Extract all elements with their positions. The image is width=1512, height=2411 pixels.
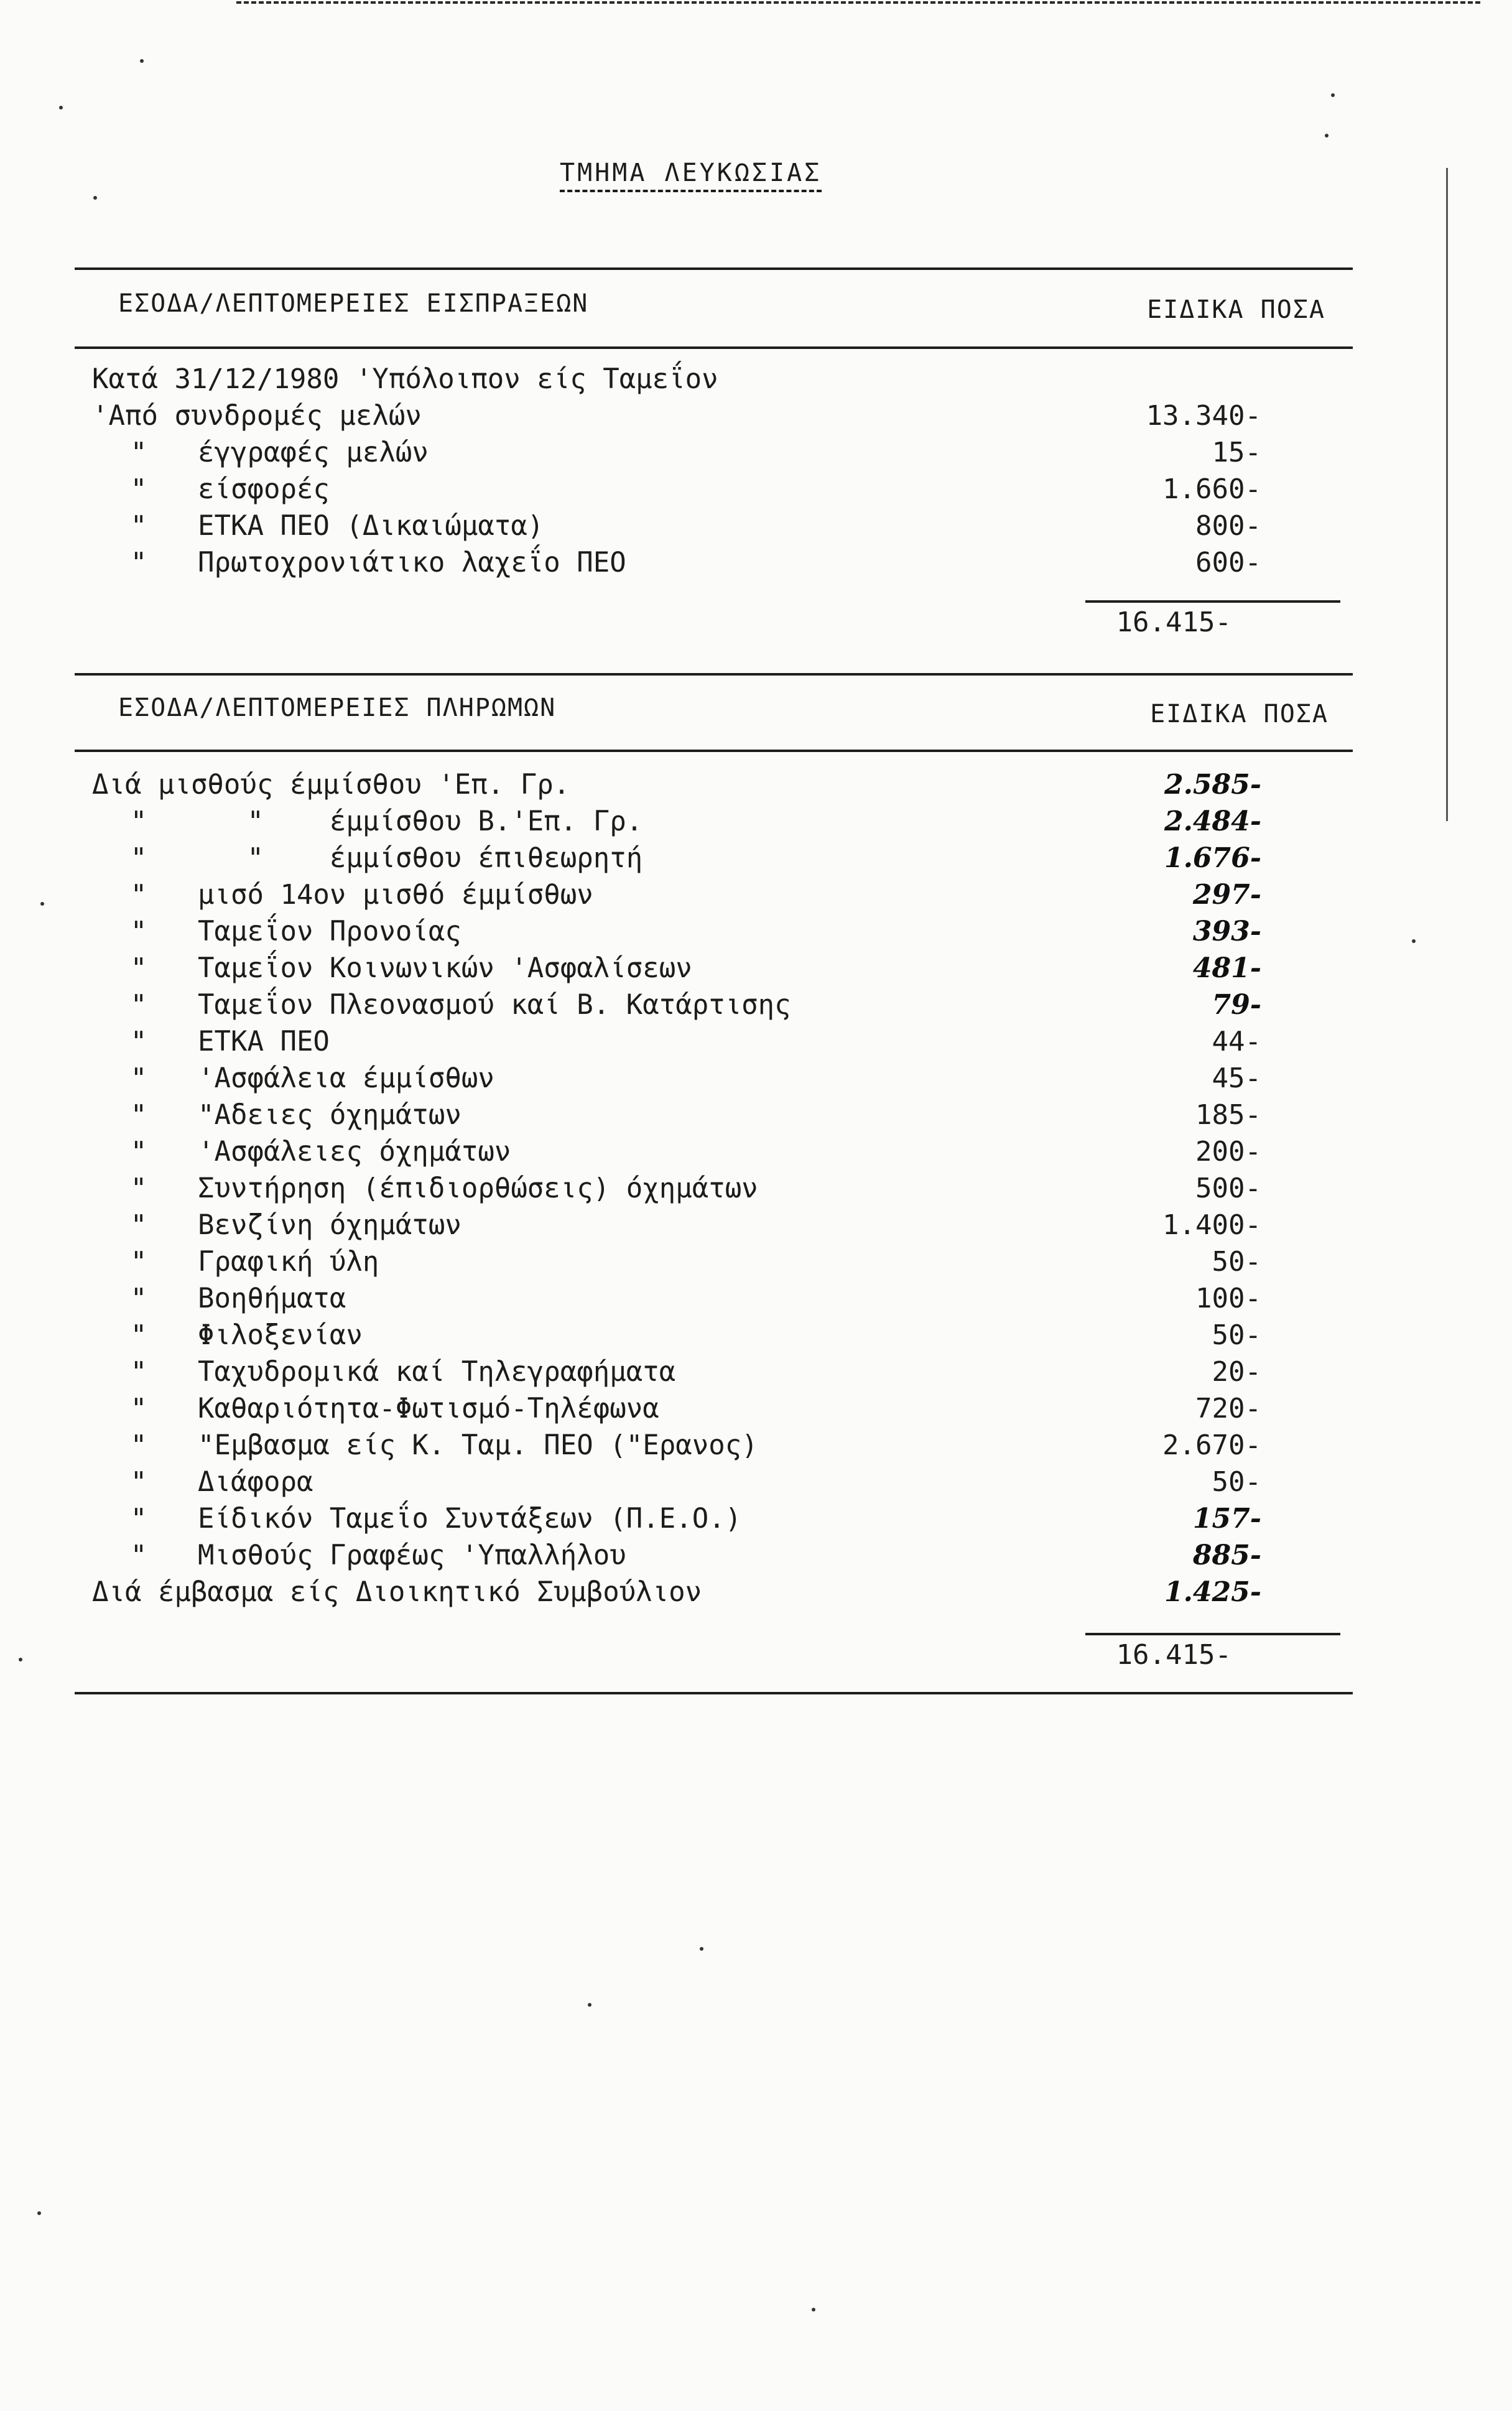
- row-label: Συντήρηση (έπιδιορθώσεις) όχημάτων: [198, 1173, 758, 1204]
- payments-list: [92, 766, 1261, 1610]
- ditto-mark: ": [130, 1173, 147, 1204]
- ditto-mark: ": [130, 1503, 147, 1535]
- ditto-mark: ": [130, 1062, 147, 1094]
- ledger-row: [92, 544, 1261, 581]
- row-amount: 297-: [1192, 879, 1261, 911]
- row-amount: 185-: [1195, 1099, 1261, 1131]
- page-title: ΤΜΗΜΑ ΛΕΥΚΩΣΙΑΣ: [560, 159, 822, 187]
- scan-speck: [19, 1658, 22, 1661]
- ditto-mark: ": [130, 1026, 147, 1057]
- row-label: " έμμίσθου έπιθεωρητή: [198, 842, 643, 874]
- row-label: μισό 14ον μισθό έμμίσθων: [198, 879, 593, 911]
- row-amount: 79-: [1212, 989, 1261, 1021]
- ledger-row: [92, 508, 1261, 544]
- ledger-row: [92, 950, 1261, 987]
- row-amount: 600-: [1195, 547, 1261, 578]
- ditto-mark: ": [130, 842, 147, 874]
- row-label: 'Ασφάλεια έμμίσθων: [198, 1062, 494, 1094]
- row-amount: 1.660-: [1162, 473, 1261, 505]
- row-amount: 50-: [1212, 1246, 1261, 1278]
- row-label: είσφορές: [198, 473, 330, 505]
- row-label: "Εμβασμα είς Κ. Ταμ. ΠΕΟ ("Ερανος): [198, 1429, 758, 1461]
- row-amount: 44-: [1212, 1026, 1261, 1057]
- ledger-row: [92, 1097, 1261, 1133]
- ledger-row: [92, 1500, 1261, 1537]
- ledger-row: [92, 1537, 1261, 1574]
- row-amount: 50-: [1212, 1319, 1261, 1351]
- row-label: Μισθούς Γραφέως 'Υπαλλήλου: [198, 1540, 626, 1571]
- row-label: Διά μισθούς έμμίσθου 'Επ. Γρ.: [92, 769, 570, 801]
- row-amount: 1.400-: [1162, 1209, 1261, 1241]
- divider: [75, 346, 1353, 349]
- divider: [75, 673, 1353, 676]
- scan-speck: [700, 1947, 703, 1951]
- payments-column-header: ΕΙΔΙΚΑ ΠΟΣΑ: [1150, 700, 1329, 728]
- scan-speck: [1325, 134, 1329, 137]
- divider: [75, 267, 1353, 270]
- row-amount: 157-: [1192, 1503, 1261, 1535]
- ledger-row: [92, 1574, 1261, 1610]
- margin-line: [1446, 168, 1448, 821]
- row-label: έγγραφές μελών: [198, 437, 429, 468]
- receipts-column-header: ΕΙΔΙΚΑ ΠΟΣΑ: [1147, 295, 1325, 324]
- row-amount: 885-: [1192, 1540, 1261, 1571]
- ledger-row: [92, 876, 1261, 913]
- row-label: Ταμεΐον Κοινωνικών 'Ασφαλίσεων: [198, 952, 692, 984]
- ledger-row: [92, 1133, 1261, 1170]
- row-amount: 393-: [1192, 916, 1261, 947]
- ditto-mark: ": [130, 510, 147, 542]
- scan-speck: [812, 2308, 815, 2311]
- row-label: Ταμεΐον Πλεονασμού καί Β. Κατάρτισης: [198, 989, 791, 1021]
- ditto-mark: ": [130, 1540, 147, 1571]
- ledger-row: [92, 1354, 1261, 1390]
- receipts-total: 16.415-: [1116, 606, 1231, 638]
- ditto-mark: ": [130, 879, 147, 911]
- ditto-mark: ": [130, 547, 147, 578]
- scan-speck: [1331, 93, 1335, 97]
- ditto-mark: ": [130, 1466, 147, 1498]
- row-amount: 2.484-: [1164, 806, 1261, 837]
- row-label: " έμμίσθου Β.'Επ. Γρ.: [198, 806, 643, 837]
- row-label: Διά έμβασμα είς Διοικητικό Συμβούλιον: [92, 1576, 702, 1608]
- receipts-list: [92, 361, 1261, 581]
- ledger-row: [92, 361, 1261, 397]
- ledger-row: [92, 1280, 1261, 1317]
- scan-speck: [588, 2003, 591, 2007]
- ledger-row: [92, 1207, 1261, 1243]
- ledger-row: [92, 397, 1261, 434]
- ledger-row: [92, 1390, 1261, 1427]
- row-label: Καθαριότητα-Φωτισμό-Τηλέφωνα: [198, 1393, 659, 1424]
- row-label: 'Από συνδρομές μελών: [92, 400, 422, 432]
- row-label: Διάφορα: [198, 1466, 313, 1498]
- row-label: Πρωτοχρονιάτικο λαχεΐο ΠΕΟ: [198, 547, 626, 578]
- scan-speck: [59, 106, 63, 109]
- ledger-row: [92, 1317, 1261, 1354]
- ledger-row: [92, 1060, 1261, 1097]
- scan-speck: [40, 902, 44, 906]
- row-label: ΕΤΚΑ ΠΕΟ (Δικαιώματα): [198, 510, 544, 542]
- ledger-row: [92, 1243, 1261, 1280]
- ledger-row: [92, 471, 1261, 508]
- scan-speck: [1412, 939, 1416, 943]
- row-label: Γραφική ύλη: [198, 1246, 379, 1278]
- subtotal-rule: [1085, 600, 1340, 603]
- row-amount: 720-: [1195, 1393, 1261, 1424]
- row-amount: 2.585-: [1164, 769, 1261, 801]
- ditto-mark: ": [130, 1319, 147, 1351]
- ditto-mark: ": [130, 1136, 147, 1168]
- row-amount: 1.425-: [1164, 1576, 1261, 1608]
- row-amount: 500-: [1195, 1173, 1261, 1204]
- ledger-row: [92, 803, 1261, 840]
- ditto-mark: ": [130, 437, 147, 468]
- row-amount: 50-: [1212, 1466, 1261, 1498]
- ditto-mark: ": [130, 1283, 147, 1314]
- receipts-header: ΕΣΟΔΑ/ΛΕΠΤΟΜΕΡΕΙΕΣ ΕΙΣΠΡΑΞΕΩΝ: [118, 289, 589, 318]
- scan-speck: [93, 196, 97, 200]
- payments-header: ΕΣΟΔΑ/ΛΕΠΤΟΜΕΡΕΙΕΣ ΠΛΗΡΩΜΩΝ: [118, 694, 557, 722]
- row-amount: 20-: [1212, 1356, 1261, 1388]
- row-label: Βενζίνη όχημάτων: [198, 1209, 461, 1241]
- row-label: 'Ασφάλειες όχημάτων: [198, 1136, 511, 1168]
- row-amount: 200-: [1195, 1136, 1261, 1168]
- ledger-row: [92, 987, 1261, 1023]
- scan-speck: [37, 2211, 41, 2215]
- ditto-mark: ": [130, 989, 147, 1021]
- row-label: Ταχυδρομικά καί Τηλεγραφήματα: [198, 1356, 676, 1388]
- row-amount: 100-: [1195, 1283, 1261, 1314]
- row-amount: 1.676-: [1164, 842, 1261, 874]
- ditto-mark: ": [130, 1356, 147, 1388]
- ditto-mark: ": [130, 1246, 147, 1278]
- row-label: Βοηθήματα: [198, 1283, 346, 1314]
- ditto-mark: ": [130, 1429, 147, 1461]
- divider: [75, 750, 1353, 752]
- ledger-row: [92, 840, 1261, 876]
- row-amount: 13.340-: [1146, 400, 1261, 432]
- row-label: Κατά 31/12/1980 'Υπόλοιπον είς Ταμεΐον: [92, 363, 718, 395]
- row-label: Είδικόν Ταμεΐο Συντάξεων (Π.Ε.Ο.): [198, 1503, 742, 1535]
- ditto-mark: ": [130, 916, 147, 947]
- row-amount: 2.670-: [1162, 1429, 1261, 1461]
- ledger-row: [92, 1464, 1261, 1500]
- payments-total: 16.415-: [1116, 1639, 1231, 1671]
- ledger-row: [92, 766, 1261, 803]
- ditto-mark: ": [130, 1209, 147, 1241]
- ditto-mark: ": [130, 806, 147, 837]
- row-amount: 15-: [1212, 437, 1261, 468]
- ditto-mark: ": [130, 1393, 147, 1424]
- row-label: Ταμεΐον Προνοίας: [198, 916, 461, 947]
- scan-speck: [140, 59, 144, 63]
- row-amount: 481-: [1192, 952, 1261, 984]
- divider: [75, 1692, 1353, 1694]
- row-amount: 45-: [1212, 1062, 1261, 1094]
- ledger-row: [92, 1427, 1261, 1464]
- ledger-row: [92, 913, 1261, 950]
- ditto-mark: ": [130, 952, 147, 984]
- ledger-row: [92, 434, 1261, 471]
- ditto-mark: ": [130, 1099, 147, 1131]
- row-amount: 800-: [1195, 510, 1261, 542]
- subtotal-rule: [1085, 1633, 1340, 1635]
- row-label: ΕΤΚΑ ΠΕΟ: [198, 1026, 330, 1057]
- ledger-row: [92, 1170, 1261, 1207]
- top-scan-border: [236, 1, 1480, 4]
- ledger-row: [92, 1023, 1261, 1060]
- row-label: Φιλοξενίαν: [198, 1319, 363, 1351]
- ditto-mark: ": [130, 473, 147, 505]
- row-label: "Αδειες όχημάτων: [198, 1099, 461, 1131]
